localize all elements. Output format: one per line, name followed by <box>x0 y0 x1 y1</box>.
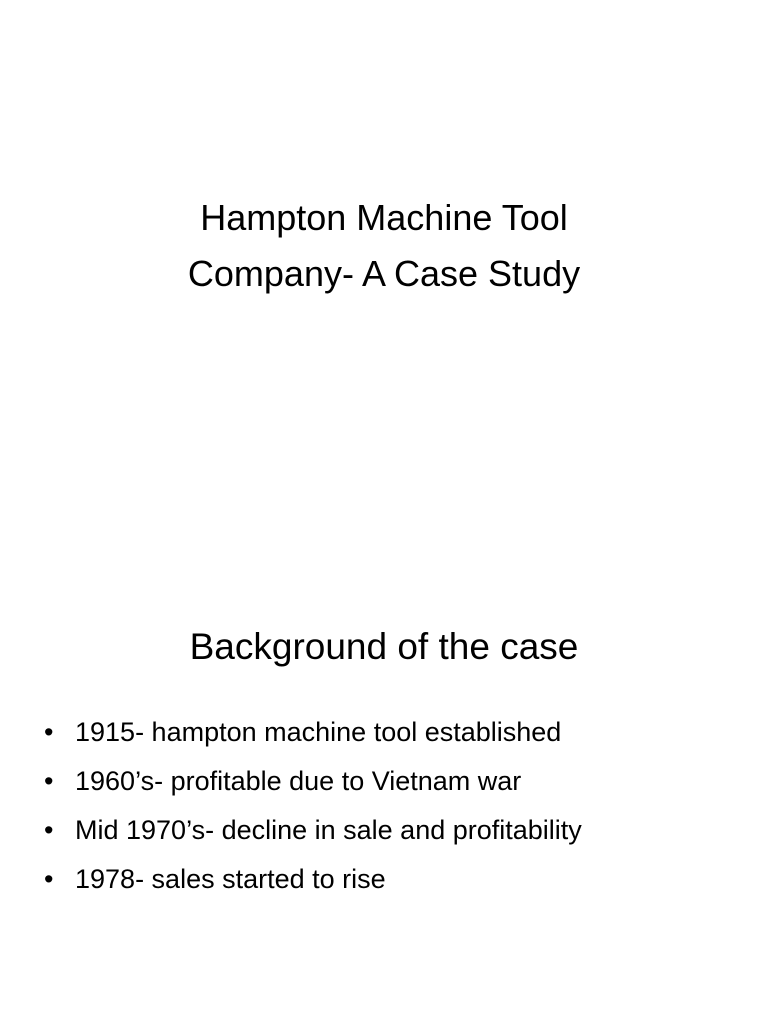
list-item <box>44 855 744 904</box>
slide-title: Background of the case <box>189 626 579 667</box>
bullet-icon: • <box>44 815 54 845</box>
bullet-text: 1960’s- profitable due to Vietnam war <box>75 766 522 796</box>
bullet-text: 1978- sales started to rise <box>75 864 386 894</box>
bullet-list <box>44 708 744 904</box>
list-item <box>44 806 744 855</box>
bullet-text: 1915- hampton machine tool established <box>75 717 562 747</box>
title-slide <box>0 0 768 480</box>
list-item <box>44 757 744 806</box>
bullet-text: Mid 1970’s- decline in sale and profitability <box>75 815 582 845</box>
bullet-icon: • <box>44 766 54 796</box>
title-line-1: Hampton Machine Tool <box>200 197 568 238</box>
title-line-2: Company- A Case Study <box>187 253 581 294</box>
background-slide <box>0 520 768 1024</box>
bullet-icon: • <box>44 717 54 747</box>
presentation-title <box>0 190 768 302</box>
bullet-icon: • <box>44 864 54 894</box>
list-item <box>44 708 744 757</box>
